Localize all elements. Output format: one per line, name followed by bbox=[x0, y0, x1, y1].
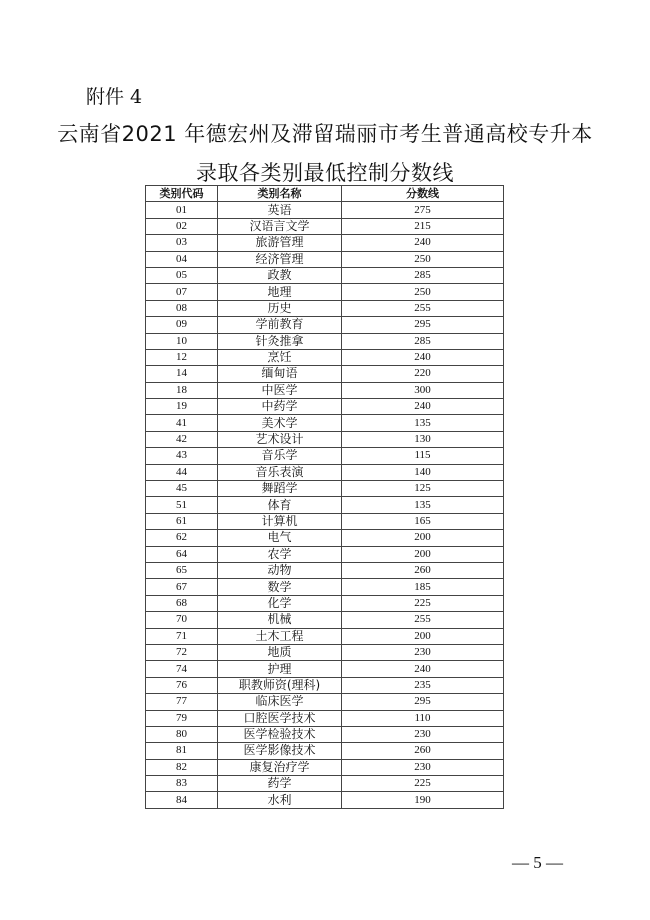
table-row bbox=[146, 497, 504, 513]
score-cell: 255 bbox=[342, 300, 504, 316]
category-code-cell: 76 bbox=[146, 677, 218, 693]
category-name-cell: 缅甸语 bbox=[218, 366, 342, 382]
category-code-cell: 79 bbox=[146, 710, 218, 726]
category-code-cell: 84 bbox=[146, 792, 218, 808]
category-name-cell: 艺术设计 bbox=[218, 431, 342, 447]
table-row bbox=[146, 448, 504, 464]
table-row bbox=[146, 792, 504, 808]
category-name-cell: 学前教育 bbox=[218, 317, 342, 333]
table-row bbox=[146, 546, 504, 562]
category-name-cell: 汉语言文学 bbox=[218, 218, 342, 234]
category-code-cell: 02 bbox=[146, 218, 218, 234]
category-code-cell: 62 bbox=[146, 530, 218, 546]
table-row bbox=[146, 694, 504, 710]
category-name-cell: 数学 bbox=[218, 579, 342, 595]
category-name-cell: 动物 bbox=[218, 562, 342, 578]
table-row bbox=[146, 726, 504, 742]
table-row bbox=[146, 366, 504, 382]
table-row bbox=[146, 202, 504, 218]
category-name-cell: 药学 bbox=[218, 776, 342, 792]
category-code-cell: 44 bbox=[146, 464, 218, 480]
category-name-cell: 针灸推拿 bbox=[218, 333, 342, 349]
score-cell: 240 bbox=[342, 235, 504, 251]
table-row bbox=[146, 612, 504, 628]
category-code-cell: 18 bbox=[146, 382, 218, 398]
category-code-cell: 77 bbox=[146, 694, 218, 710]
document-title-line-2: 录取各类别最低控制分数线 bbox=[196, 161, 454, 185]
table-row bbox=[146, 284, 504, 300]
category-code-cell: 05 bbox=[146, 267, 218, 283]
table-row bbox=[146, 317, 504, 333]
category-code-cell: 12 bbox=[146, 349, 218, 365]
category-code-cell: 81 bbox=[146, 743, 218, 759]
category-name-cell: 临床医学 bbox=[218, 694, 342, 710]
category-code-cell: 08 bbox=[146, 300, 218, 316]
category-name-cell: 政教 bbox=[218, 267, 342, 283]
score-cell: 295 bbox=[342, 694, 504, 710]
score-cell: 295 bbox=[342, 317, 504, 333]
table-row bbox=[146, 300, 504, 316]
category-code-cell: 14 bbox=[146, 366, 218, 382]
score-cell: 165 bbox=[342, 513, 504, 529]
table-row bbox=[146, 399, 504, 415]
category-name-cell: 化学 bbox=[218, 595, 342, 611]
header-score-line: 分数线 bbox=[342, 186, 504, 202]
category-code-cell: 01 bbox=[146, 202, 218, 218]
category-code-cell: 68 bbox=[146, 595, 218, 611]
category-name-cell: 机械 bbox=[218, 612, 342, 628]
score-cell: 285 bbox=[342, 267, 504, 283]
attachment-label: 附件 4 bbox=[86, 86, 143, 108]
category-name-cell: 土木工程 bbox=[218, 628, 342, 644]
score-cell: 240 bbox=[342, 349, 504, 365]
table-row bbox=[146, 710, 504, 726]
category-name-cell: 旅游管理 bbox=[218, 235, 342, 251]
table-row bbox=[146, 677, 504, 693]
table-row bbox=[146, 415, 504, 431]
category-name-cell: 英语 bbox=[218, 202, 342, 218]
category-name-cell: 地理 bbox=[218, 284, 342, 300]
score-cell: 240 bbox=[342, 661, 504, 677]
category-name-cell: 水利 bbox=[218, 792, 342, 808]
category-name-cell: 医学检验技术 bbox=[218, 726, 342, 742]
category-name-cell: 计算机 bbox=[218, 513, 342, 529]
table-row bbox=[146, 562, 504, 578]
table-header-row bbox=[146, 186, 504, 202]
category-code-cell: 61 bbox=[146, 513, 218, 529]
category-code-cell: 51 bbox=[146, 497, 218, 513]
category-code-cell: 65 bbox=[146, 562, 218, 578]
category-code-cell: 42 bbox=[146, 431, 218, 447]
category-code-cell: 10 bbox=[146, 333, 218, 349]
category-name-cell: 康复治疗学 bbox=[218, 759, 342, 775]
category-code-cell: 82 bbox=[146, 759, 218, 775]
table-row bbox=[146, 644, 504, 660]
category-name-cell: 农学 bbox=[218, 546, 342, 562]
score-cell: 225 bbox=[342, 595, 504, 611]
table-row bbox=[146, 235, 504, 251]
category-code-cell: 64 bbox=[146, 546, 218, 562]
category-name-cell: 体育 bbox=[218, 497, 342, 513]
table-row bbox=[146, 513, 504, 529]
table-row bbox=[146, 218, 504, 234]
category-code-cell: 41 bbox=[146, 415, 218, 431]
table-row bbox=[146, 595, 504, 611]
table-row bbox=[146, 759, 504, 775]
category-code-cell: 19 bbox=[146, 399, 218, 415]
score-cell: 140 bbox=[342, 464, 504, 480]
category-code-cell: 70 bbox=[146, 612, 218, 628]
score-cell: 285 bbox=[342, 333, 504, 349]
score-cell: 135 bbox=[342, 415, 504, 431]
table-row bbox=[146, 530, 504, 546]
category-code-cell: 43 bbox=[146, 448, 218, 464]
table-row bbox=[146, 579, 504, 595]
score-cell: 300 bbox=[342, 382, 504, 398]
score-cell: 200 bbox=[342, 546, 504, 562]
category-name-cell: 中医学 bbox=[218, 382, 342, 398]
table-row bbox=[146, 349, 504, 365]
category-name-cell: 音乐学 bbox=[218, 448, 342, 464]
table-row bbox=[146, 382, 504, 398]
table-row bbox=[146, 661, 504, 677]
score-cell: 240 bbox=[342, 399, 504, 415]
category-code-cell: 74 bbox=[146, 661, 218, 677]
score-cell: 135 bbox=[342, 497, 504, 513]
category-code-cell: 07 bbox=[146, 284, 218, 300]
category-code-cell: 71 bbox=[146, 628, 218, 644]
table-row bbox=[146, 431, 504, 447]
score-cell: 110 bbox=[342, 710, 504, 726]
table-row bbox=[146, 464, 504, 480]
category-code-cell: 83 bbox=[146, 776, 218, 792]
score-cell: 200 bbox=[342, 628, 504, 644]
table-row bbox=[146, 267, 504, 283]
score-cell: 220 bbox=[342, 366, 504, 382]
score-cell: 225 bbox=[342, 776, 504, 792]
table-row bbox=[146, 481, 504, 497]
category-code-cell: 04 bbox=[146, 251, 218, 267]
score-cell: 235 bbox=[342, 677, 504, 693]
score-cell: 230 bbox=[342, 759, 504, 775]
category-code-cell: 80 bbox=[146, 726, 218, 742]
category-name-cell: 中药学 bbox=[218, 399, 342, 415]
category-code-cell: 67 bbox=[146, 579, 218, 595]
score-cell: 250 bbox=[342, 284, 504, 300]
category-name-cell: 电气 bbox=[218, 530, 342, 546]
score-cell: 230 bbox=[342, 644, 504, 660]
table-row bbox=[146, 776, 504, 792]
score-cell: 115 bbox=[342, 448, 504, 464]
score-cell: 125 bbox=[342, 481, 504, 497]
table-row bbox=[146, 251, 504, 267]
document-title-line-1: 云南省2021 年德宏州及滞留瑞丽市考生普通高校专升本 bbox=[57, 122, 593, 146]
category-name-cell: 舞蹈学 bbox=[218, 481, 342, 497]
score-cell: 260 bbox=[342, 562, 504, 578]
score-cell: 250 bbox=[342, 251, 504, 267]
header-category-name: 类别名称 bbox=[218, 186, 342, 202]
score-cell: 190 bbox=[342, 792, 504, 808]
header-category-code: 类别代码 bbox=[146, 186, 218, 202]
score-cell: 230 bbox=[342, 726, 504, 742]
table-body bbox=[146, 202, 504, 808]
score-cell: 185 bbox=[342, 579, 504, 595]
page-number: — 5 — bbox=[512, 853, 563, 872]
score-cell: 215 bbox=[342, 218, 504, 234]
category-name-cell: 美术学 bbox=[218, 415, 342, 431]
score-cell: 130 bbox=[342, 431, 504, 447]
score-cell: 260 bbox=[342, 743, 504, 759]
category-name-cell: 地质 bbox=[218, 644, 342, 660]
category-code-cell: 09 bbox=[146, 317, 218, 333]
score-cell: 255 bbox=[342, 612, 504, 628]
score-cell: 275 bbox=[342, 202, 504, 218]
table-row bbox=[146, 743, 504, 759]
category-code-cell: 72 bbox=[146, 644, 218, 660]
category-code-cell: 03 bbox=[146, 235, 218, 251]
category-name-cell: 烹饪 bbox=[218, 349, 342, 365]
category-code-cell: 45 bbox=[146, 481, 218, 497]
category-name-cell: 经济管理 bbox=[218, 251, 342, 267]
category-name-cell: 音乐表演 bbox=[218, 464, 342, 480]
table-row bbox=[146, 333, 504, 349]
category-name-cell: 口腔医学技术 bbox=[218, 710, 342, 726]
table-row bbox=[146, 628, 504, 644]
category-name-cell: 历史 bbox=[218, 300, 342, 316]
category-name-cell: 护理 bbox=[218, 661, 342, 677]
category-name-cell: 医学影像技术 bbox=[218, 743, 342, 759]
score-cell: 200 bbox=[342, 530, 504, 546]
score-table bbox=[145, 185, 504, 809]
category-name-cell: 职教师资(理科) bbox=[218, 677, 342, 693]
